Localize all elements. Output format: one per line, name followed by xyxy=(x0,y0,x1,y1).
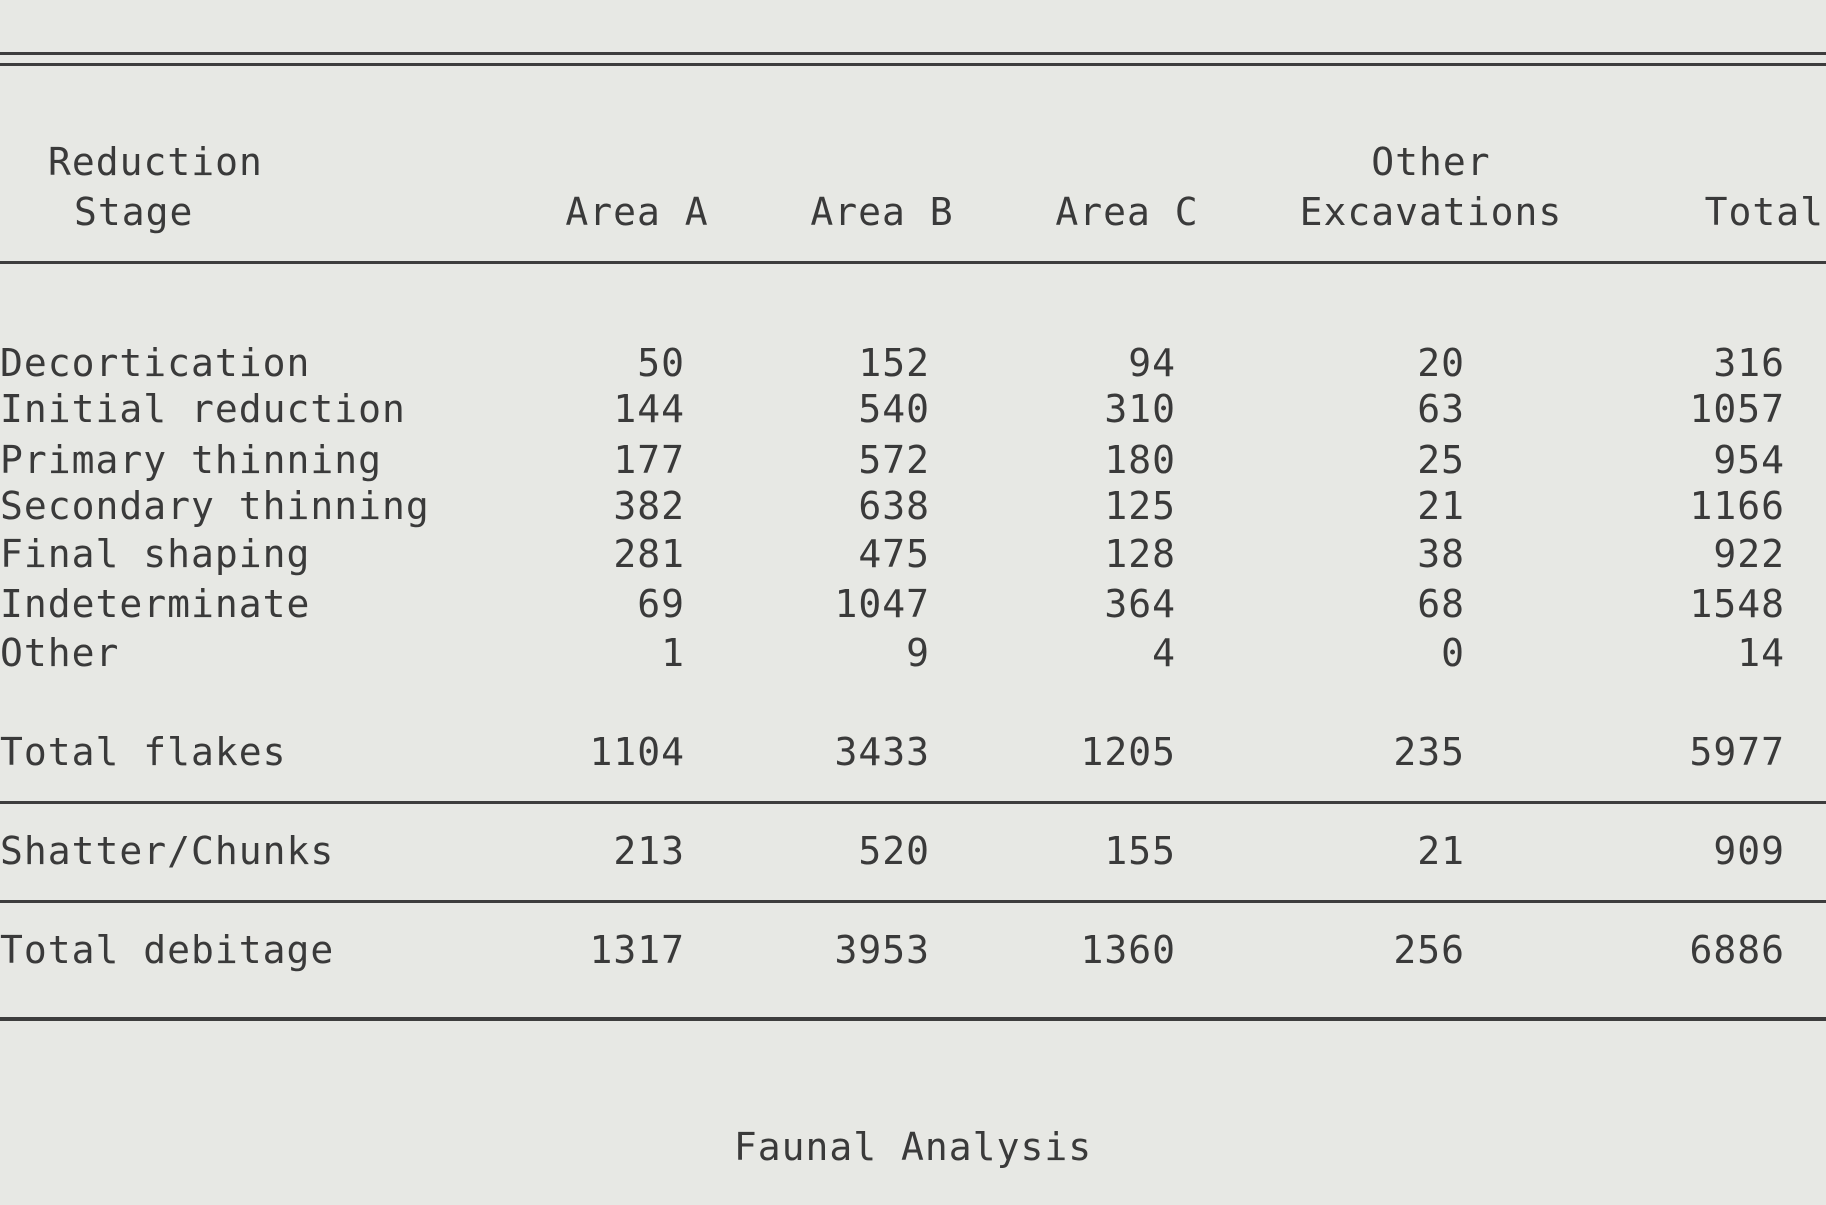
cell-other: 63 xyxy=(1417,387,1465,431)
cell-area-b: 572 xyxy=(858,438,930,482)
header-total: Total xyxy=(1704,190,1824,234)
row-label: Primary thinning xyxy=(0,438,383,482)
section-heading: Faunal Analysis xyxy=(733,1125,1093,1169)
cell-other: 68 xyxy=(1417,582,1465,626)
cell-area-c: 125 xyxy=(1104,484,1176,528)
cell-area-a: 1 xyxy=(661,631,685,675)
cell-area-a: 213 xyxy=(613,829,685,873)
row-label: Decortication xyxy=(0,341,311,385)
cell-area-c: 4 xyxy=(1152,631,1176,675)
cell-other: 21 xyxy=(1417,484,1465,528)
row-label: Initial reduction xyxy=(0,387,406,431)
header-area-b: Area B xyxy=(810,190,954,234)
cell-area-c: 1205 xyxy=(1080,730,1176,774)
cell-other: 20 xyxy=(1417,341,1465,385)
header-area-c: Area C xyxy=(1055,190,1199,234)
top-rule-upper xyxy=(0,52,1826,55)
cell-total: 954 xyxy=(1713,438,1785,482)
row-label: Total debitage xyxy=(0,928,335,972)
cell-area-a: 1317 xyxy=(589,928,685,972)
cell-other: 25 xyxy=(1417,438,1465,482)
cell-other: 38 xyxy=(1417,532,1465,576)
cell-area-a: 69 xyxy=(637,582,685,626)
top-rule-lower xyxy=(0,63,1826,66)
cell-other: 256 xyxy=(1393,928,1465,972)
cell-area-c: 364 xyxy=(1104,582,1176,626)
cell-area-c: 94 xyxy=(1128,341,1176,385)
cell-total: 316 xyxy=(1713,341,1785,385)
cell-area-c: 180 xyxy=(1104,438,1176,482)
cell-area-b: 9 xyxy=(906,631,930,675)
header-stage-line2: Stage xyxy=(74,190,194,234)
row-label: Indeterminate xyxy=(0,582,311,626)
cell-total: 14 xyxy=(1737,631,1785,675)
cell-area-a: 177 xyxy=(613,438,685,482)
header-area-a: Area A xyxy=(565,190,709,234)
header-stage-line1: Reduction xyxy=(48,140,263,184)
row-label: Total flakes xyxy=(0,730,287,774)
cell-total: 5977 xyxy=(1689,730,1785,774)
cell-total: 922 xyxy=(1713,532,1785,576)
cell-other: 235 xyxy=(1393,730,1465,774)
cell-area-c: 155 xyxy=(1104,829,1176,873)
cell-area-b: 3953 xyxy=(834,928,930,972)
bottom-rule xyxy=(0,1017,1826,1021)
cell-area-b: 3433 xyxy=(834,730,930,774)
cell-area-a: 382 xyxy=(613,484,685,528)
total-flakes-rule xyxy=(0,801,1826,804)
cell-area-a: 1104 xyxy=(589,730,685,774)
cell-area-b: 475 xyxy=(858,532,930,576)
cell-area-b: 1047 xyxy=(834,582,930,626)
header-other-line2: Excavations xyxy=(1299,190,1563,234)
cell-other: 21 xyxy=(1417,829,1465,873)
cell-total: 1166 xyxy=(1689,484,1785,528)
cell-area-c: 1360 xyxy=(1080,928,1176,972)
cell-area-b: 152 xyxy=(858,341,930,385)
header-other-line1: Other xyxy=(1371,140,1491,184)
header-rule xyxy=(0,261,1826,264)
row-label: Other xyxy=(0,631,120,675)
cell-area-b: 540 xyxy=(858,387,930,431)
cell-area-a: 281 xyxy=(613,532,685,576)
row-label: Shatter/Chunks xyxy=(0,829,335,873)
cell-total: 6886 xyxy=(1689,928,1785,972)
cell-area-c: 128 xyxy=(1104,532,1176,576)
cell-total: 909 xyxy=(1713,829,1785,873)
row-label: Secondary thinning xyxy=(0,484,430,528)
cell-area-b: 520 xyxy=(858,829,930,873)
cell-total: 1057 xyxy=(1689,387,1785,431)
cell-area-b: 638 xyxy=(858,484,930,528)
cell-other: 0 xyxy=(1441,631,1465,675)
cell-area-c: 310 xyxy=(1104,387,1176,431)
cell-total: 1548 xyxy=(1689,582,1785,626)
shatter-rule xyxy=(0,900,1826,903)
cell-area-a: 50 xyxy=(637,341,685,385)
row-label: Final shaping xyxy=(0,532,311,576)
cell-area-a: 144 xyxy=(613,387,685,431)
